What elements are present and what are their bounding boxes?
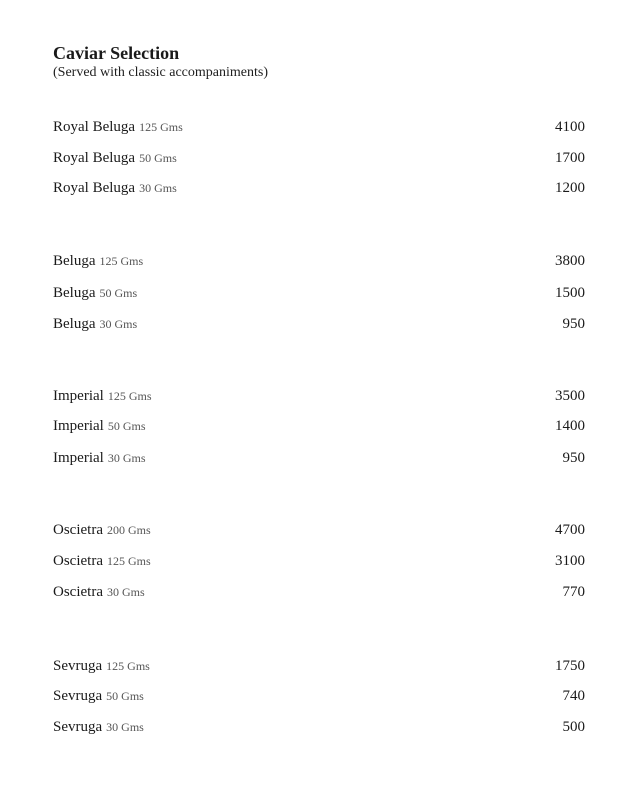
- menu-item-royal-beluga-30: [53, 179, 585, 199]
- item-price: 770: [562, 584, 585, 600]
- item-name: Imperial: [53, 418, 104, 434]
- item-label: [53, 315, 137, 333]
- item-label: [53, 583, 145, 601]
- item-name: Beluga: [53, 253, 96, 269]
- item-weight: 50 Gms: [107, 419, 146, 433]
- page-title: Caviar Selection: [53, 43, 180, 63]
- item-price: 950: [562, 450, 585, 466]
- item-name: Royal Beluga: [53, 150, 136, 166]
- item-price: 4100: [555, 119, 585, 135]
- menu-item-sevruga-125: [53, 657, 585, 677]
- menu-item-imperial-50: [53, 417, 585, 437]
- item-weight: 125 Gms: [139, 120, 183, 134]
- item-name: Royal Beluga: [53, 180, 136, 196]
- item-weight: 200 Gms: [106, 523, 151, 537]
- menu-item-royal-beluga-125: [53, 118, 585, 138]
- item-weight: 125 Gms: [107, 389, 152, 403]
- item-price: 3100: [555, 553, 585, 569]
- item-weight: 30 Gms: [99, 317, 138, 331]
- menu-item-sevruga-30: [53, 718, 585, 738]
- item-label: [53, 179, 177, 197]
- menu-item-beluga-30: [53, 315, 585, 335]
- item-label: [53, 387, 151, 405]
- item-label: [53, 417, 145, 435]
- item-price: 1700: [555, 150, 585, 166]
- item-weight: 125 Gms: [106, 659, 150, 673]
- item-name: Oscietra: [53, 584, 103, 600]
- item-label: [53, 552, 151, 570]
- item-weight: 50 Gms: [99, 286, 138, 300]
- item-label: [53, 252, 143, 270]
- item-weight: 30 Gms: [106, 585, 145, 599]
- item-label: [53, 657, 150, 675]
- item-label: [53, 284, 137, 302]
- item-price: 4700: [555, 522, 585, 538]
- item-name: Imperial: [53, 450, 104, 466]
- item-label: [53, 449, 145, 467]
- menu-item-imperial-30: [53, 449, 585, 469]
- menu-item-oscietra-125: [53, 552, 585, 572]
- menu-item-imperial-125: [53, 387, 585, 407]
- item-price: 1750: [555, 658, 585, 674]
- item-weight: 50 Gms: [106, 689, 144, 703]
- menu-item-royal-beluga-50: [53, 149, 585, 169]
- menu-item-sevruga-50: [53, 687, 585, 707]
- item-price: 950: [562, 316, 585, 332]
- item-label: [53, 149, 177, 167]
- item-name: Royal Beluga: [53, 119, 136, 135]
- item-price: 500: [562, 719, 585, 735]
- item-label: [53, 718, 144, 736]
- item-name: Oscietra: [53, 522, 103, 538]
- item-price: 740: [562, 688, 585, 704]
- item-name: Sevruga: [53, 688, 103, 704]
- item-price: 1500: [555, 285, 585, 301]
- item-price: 3800: [555, 253, 585, 269]
- item-weight: 30 Gms: [107, 451, 146, 465]
- menu-header: [53, 42, 268, 82]
- menu-item-beluga-125: [53, 252, 585, 272]
- item-weight: 50 Gms: [139, 151, 177, 165]
- item-name: Beluga: [53, 285, 96, 301]
- item-name: Sevruga: [53, 658, 103, 674]
- item-price: 1400: [555, 418, 585, 434]
- item-label: [53, 521, 151, 539]
- item-weight: 125 Gms: [106, 554, 151, 568]
- page-subtitle: (Served with classic accompaniments): [53, 65, 268, 80]
- item-weight: 30 Gms: [106, 720, 144, 734]
- item-name: Imperial: [53, 388, 104, 404]
- item-name: Oscietra: [53, 553, 103, 569]
- item-price: 3500: [555, 388, 585, 404]
- item-weight: 30 Gms: [139, 181, 177, 195]
- item-weight: 125 Gms: [99, 254, 144, 268]
- item-label: [53, 687, 144, 705]
- item-name: Beluga: [53, 316, 96, 332]
- item-price: 1200: [555, 180, 585, 196]
- menu-item-oscietra-200: [53, 521, 585, 541]
- item-label: [53, 118, 183, 136]
- menu-item-beluga-50: [53, 284, 585, 304]
- item-name: Sevruga: [53, 719, 103, 735]
- menu-item-oscietra-30: [53, 583, 585, 603]
